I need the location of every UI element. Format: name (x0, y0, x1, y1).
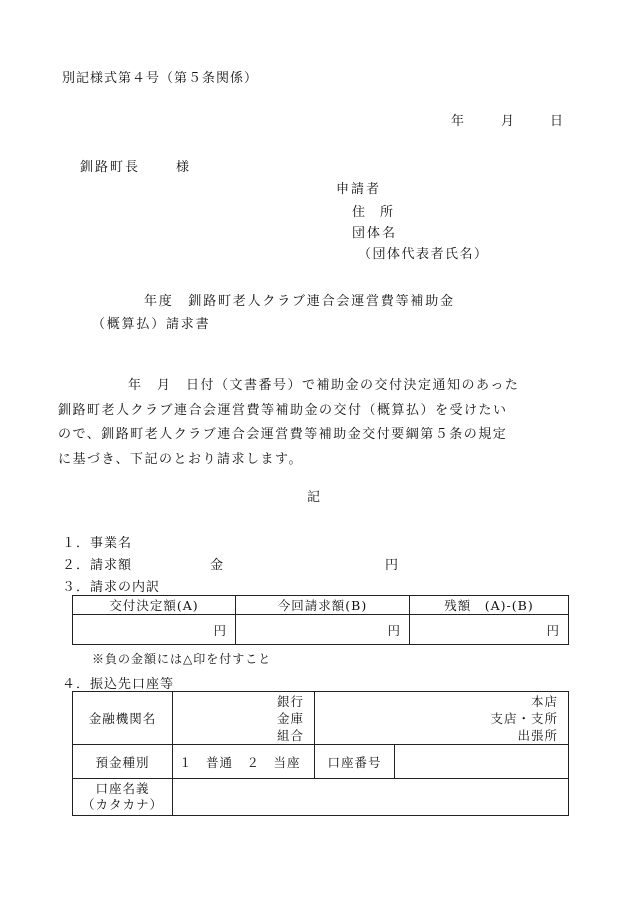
item-project-name: １．事業名 (62, 536, 133, 551)
item-request-amount: ２．請求額 (62, 558, 133, 573)
account-number-cell[interactable] (395, 745, 569, 779)
addressee-name: 釧路町長 (80, 160, 141, 175)
document-title-line2: （概算払）請求書 (92, 317, 211, 332)
header-current-request: 今回請求額(B) (236, 596, 410, 615)
item-breakdown: ３．請求の内訳 (62, 580, 161, 595)
holder-label-line2: （カタカナ） (81, 797, 163, 812)
date-year-label: 年 (451, 114, 466, 129)
holder-name-cell[interactable] (173, 779, 569, 816)
bank-type-bank: 銀行 (276, 693, 304, 709)
header-remaining: 残額 (A)-(B) (410, 596, 569, 615)
ki-heading: 記 (307, 490, 322, 505)
branch-type-office: 出張所 (517, 727, 559, 743)
item-amount-yen: 円 (385, 558, 400, 573)
bank-type-shinkin: 金庫 (276, 710, 304, 726)
granted-amount-cell[interactable]: 円 (73, 615, 236, 645)
applicant-group-name: 団体名 (352, 226, 398, 241)
item-amount-kin: 金 (210, 558, 225, 573)
breakdown-table (72, 595, 569, 645)
body-paragraph (58, 374, 568, 472)
date-day-label: 日 (550, 114, 565, 129)
institution-label: 金融機関名 (73, 692, 173, 745)
document-title-line1: 年度 釧路町老人クラブ連合会運営費等補助金 (144, 294, 455, 309)
body-line: 釧路町老人クラブ連合会運営費等補助金の交付（概算払）を受けたい (58, 402, 508, 418)
branch-type-main: 本店 (531, 693, 559, 709)
body-line: に基づき、下記のとおり請求します。 (58, 451, 303, 467)
item-transfer-account: ４．振込先口座等 (62, 677, 175, 692)
holder-label (73, 779, 173, 816)
applicant-label: 申請者 (336, 182, 382, 197)
deposit-type-options[interactable]: １ 普通 ２ 当座 (173, 745, 315, 779)
form-number: 別記様式第４号（第５条関係） (62, 71, 259, 86)
account-table (72, 691, 569, 816)
remaining-cell[interactable]: 円 (410, 615, 569, 645)
bank-type-cell[interactable] (173, 692, 315, 745)
header-granted-amount: 交付決定額(A) (73, 596, 236, 615)
account-number-label: 口座番号 (315, 745, 395, 779)
bank-type-kumiai: 組合 (276, 727, 304, 743)
deposit-type-label: 預金種別 (73, 745, 173, 779)
applicant-address: 住 所 (352, 205, 395, 220)
body-line: 年 月 日付（文書番号）で補助金の交付決定通知のあった (128, 378, 520, 393)
negative-amount-note: ※負の金額には△印を付すこと (92, 652, 272, 666)
holder-label-line1: 口座名義 (95, 781, 150, 796)
date-month-label: 月 (501, 114, 516, 129)
addressee-honorific: 様 (176, 160, 191, 175)
branch-type-branch: 支店・支所 (490, 710, 559, 726)
body-line: ので、釧路町老人クラブ連合会運営費等補助金交付要綱第５条の規定 (58, 427, 508, 442)
current-request-cell[interactable]: 円 (236, 615, 410, 645)
applicant-representative: （団体代表者氏名） (358, 247, 489, 262)
branch-type-cell[interactable] (315, 692, 569, 745)
